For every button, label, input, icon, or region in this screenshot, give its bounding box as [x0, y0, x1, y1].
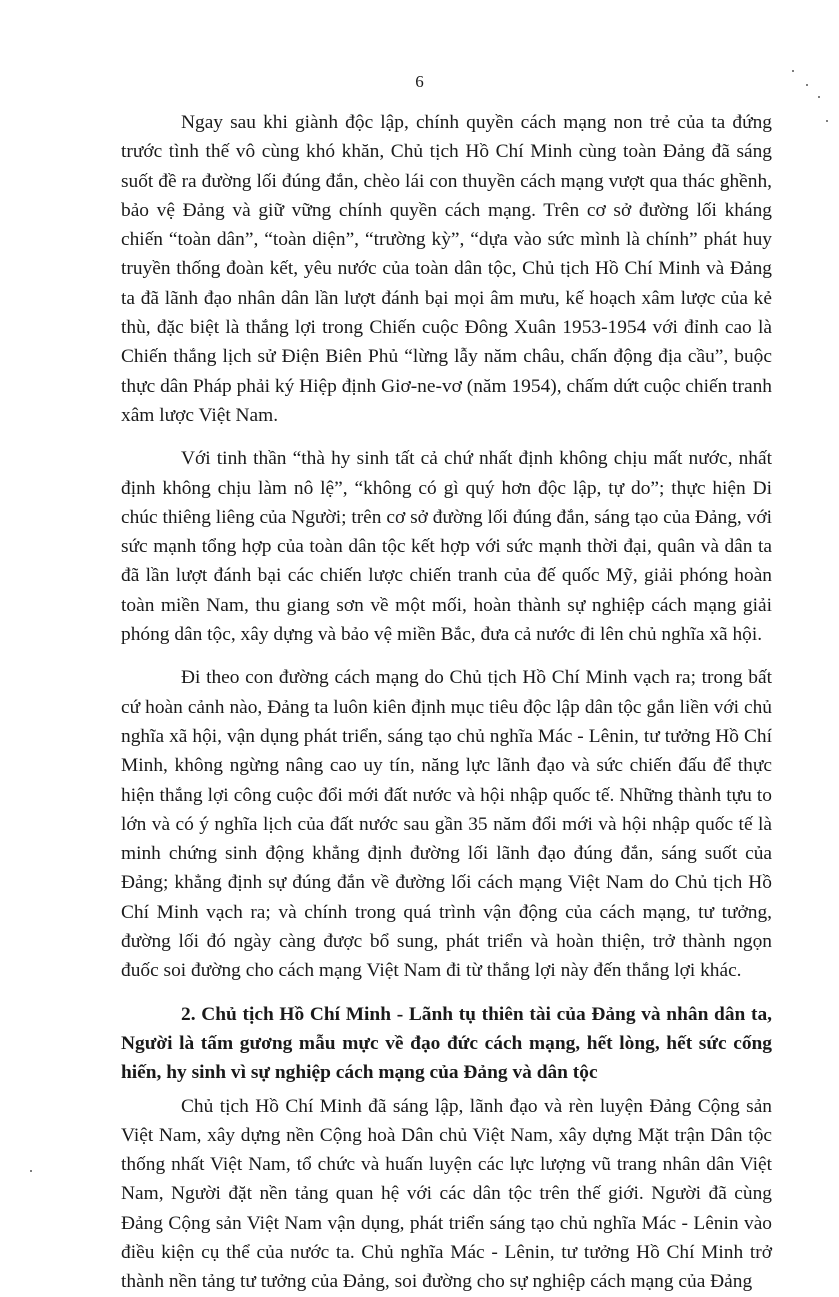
paragraph-independence: Ngay sau khi giành độc lập, chính quyền cách mạng non trẻ của ta đứng trước tình thế vô cùng khó khăn, Chủ tịch Hồ Chí Minh cùng toàn Đảng đã sáng suốt đề ra đường lối đúng đắn, chèo lái con thuyền cách mạng vượt qua thác ghềnh, bảo vệ Đảng và giữ vững chính quyền cách mạng. Trên cơ sở đường lối kháng chiến “toàn dân”, “toàn diện”, “trường kỳ”, “dựa vào sức mình là chính” phát huy truyền thống đoàn kết, yêu nước của toàn dân tộc, Chủ tịch Hồ Chí Minh và Đảng ta đã lãnh đạo nhân dân lần lượt đánh bại mọi âm mưu, kế hoạch xâm lược của kẻ thù, đặc biệt là thắng lợi trong Chiến cuộc Đông Xuân 1953-1954 với đỉnh cao là Chiến thắng lịch sử Điện Biên Phủ “lừng lẫy năm châu, chấn động địa cầu”, buộc thực dân Pháp phải ký Hiệp định Giơ-ne-vơ (năm 1954), chấm dứt cuộc chiến tranh xâm lược Việt Nam. [121, 112, 772, 426]
paragraph-resistance: Với tinh thần “thà hy sinh tất cả chứ nhất định không chịu mất nước, nhất định không chịu làm nô lệ”, “không có gì quý hơn độc lập, tự do”; thực hiện Di chúc thiêng liêng của Người; trên cơ sở đường lối đúng đắn, sáng tạo của Đảng, với sức mạnh tổng hợp của toàn dân tộc kết hợp với sức mạnh thời đại, quân và dân ta đã lần lượt đánh bại các chiến lược chiến tranh của đế quốc Mỹ, giải phóng hoàn toàn miền Nam, thu giang sơn về một mối, hoàn thành sự nghiệp cách mạng giải phóng dân tộc, xây dựng và bảo vệ miền Bắc, đưa cả nước đi lên chủ nghĩa xã hội. [121, 448, 772, 646]
scan-speck [826, 120, 828, 122]
scan-speck [818, 96, 820, 98]
scan-speck [30, 1170, 32, 1172]
section-heading: 2. Chủ tịch Hồ Chí Minh - Lãnh tụ thiên tài của Đảng và nhân dân ta, Người là tấm gương mẫu mực về đạo đức cách mạng, hết lòng, hết sức cống hiến, hy sinh vì sự nghiệp cách mạng của Đảng và dân tộc [121, 1003, 772, 1084]
page-number: 6 [415, 72, 424, 91]
paragraph-renovation: Đi theo con đường cách mạng do Chủ tịch Hồ Chí Minh vạch ra; trong bất cứ hoàn cảnh nào, Đảng ta luôn kiên định mục tiêu độc lập dân tộc gắn liền với chủ nghĩa xã hội, vận dụng phát triển, sáng tạo chủ nghĩa Mác - Lênin, tư tưởng Hồ Chí Minh, không ngừng nâng cao uy tín, năng lực lãnh đạo và sức chiến đấu để thực hiện thắng lợi công cuộc đổi mới đất nước và hội nhập quốc tế. Những thành tựu to lớn và có ý nghĩa lịch của đất nước sau gần 35 năm đổi mới và hội nhập quốc tế là minh chứng sinh động khẳng định đường lối lãnh đạo đúng đắn, sáng suốt của Đảng; khẳng định sự đúng đắn về đường lối cách mạng Việt Nam do Chủ tịch Hồ Chí Minh vạch ra; và chính trong quá trình vận động của cách mạng, tư tưởng, đường lối đó ngày càng được bổ sung, phát triển và hoàn thiện, trở thành ngọn đuốc soi đường cho cách mạng Việt Nam đi từ thắng lợi này đến thắng lợi khác. [121, 667, 772, 982]
paragraph-founding: Chủ tịch Hồ Chí Minh đã sáng lập, lãnh đạo và rèn luyện Đảng Cộng sản Việt Nam, xây dựng nền Cộng hoà Dân chủ Việt Nam, xây dựng Mặt trận Dân tộc thống nhất Việt Nam, tổ chức và huấn luyện các lực lượng vũ trang nhân dân Việt Nam, Người đặt nền tảng quan hệ với các dân tộc trên thế giới. Người đã cùng Đảng Cộng sản Việt Nam vận dụng, phát triển sáng tạo chủ nghĩa Mác - Lênin vào điều kiện cụ thể của nước ta. Chủ nghĩa Mác - Lênin, tư tưởng Hồ Chí Minh trở thành nền tảng tư tưởng của Đảng, soi đường cho sự nghiệp cách mạng của Đảng [121, 1095, 772, 1293]
scan-speck [792, 70, 794, 72]
document-body [121, 108, 772, 1297]
scan-speck [806, 84, 808, 86]
